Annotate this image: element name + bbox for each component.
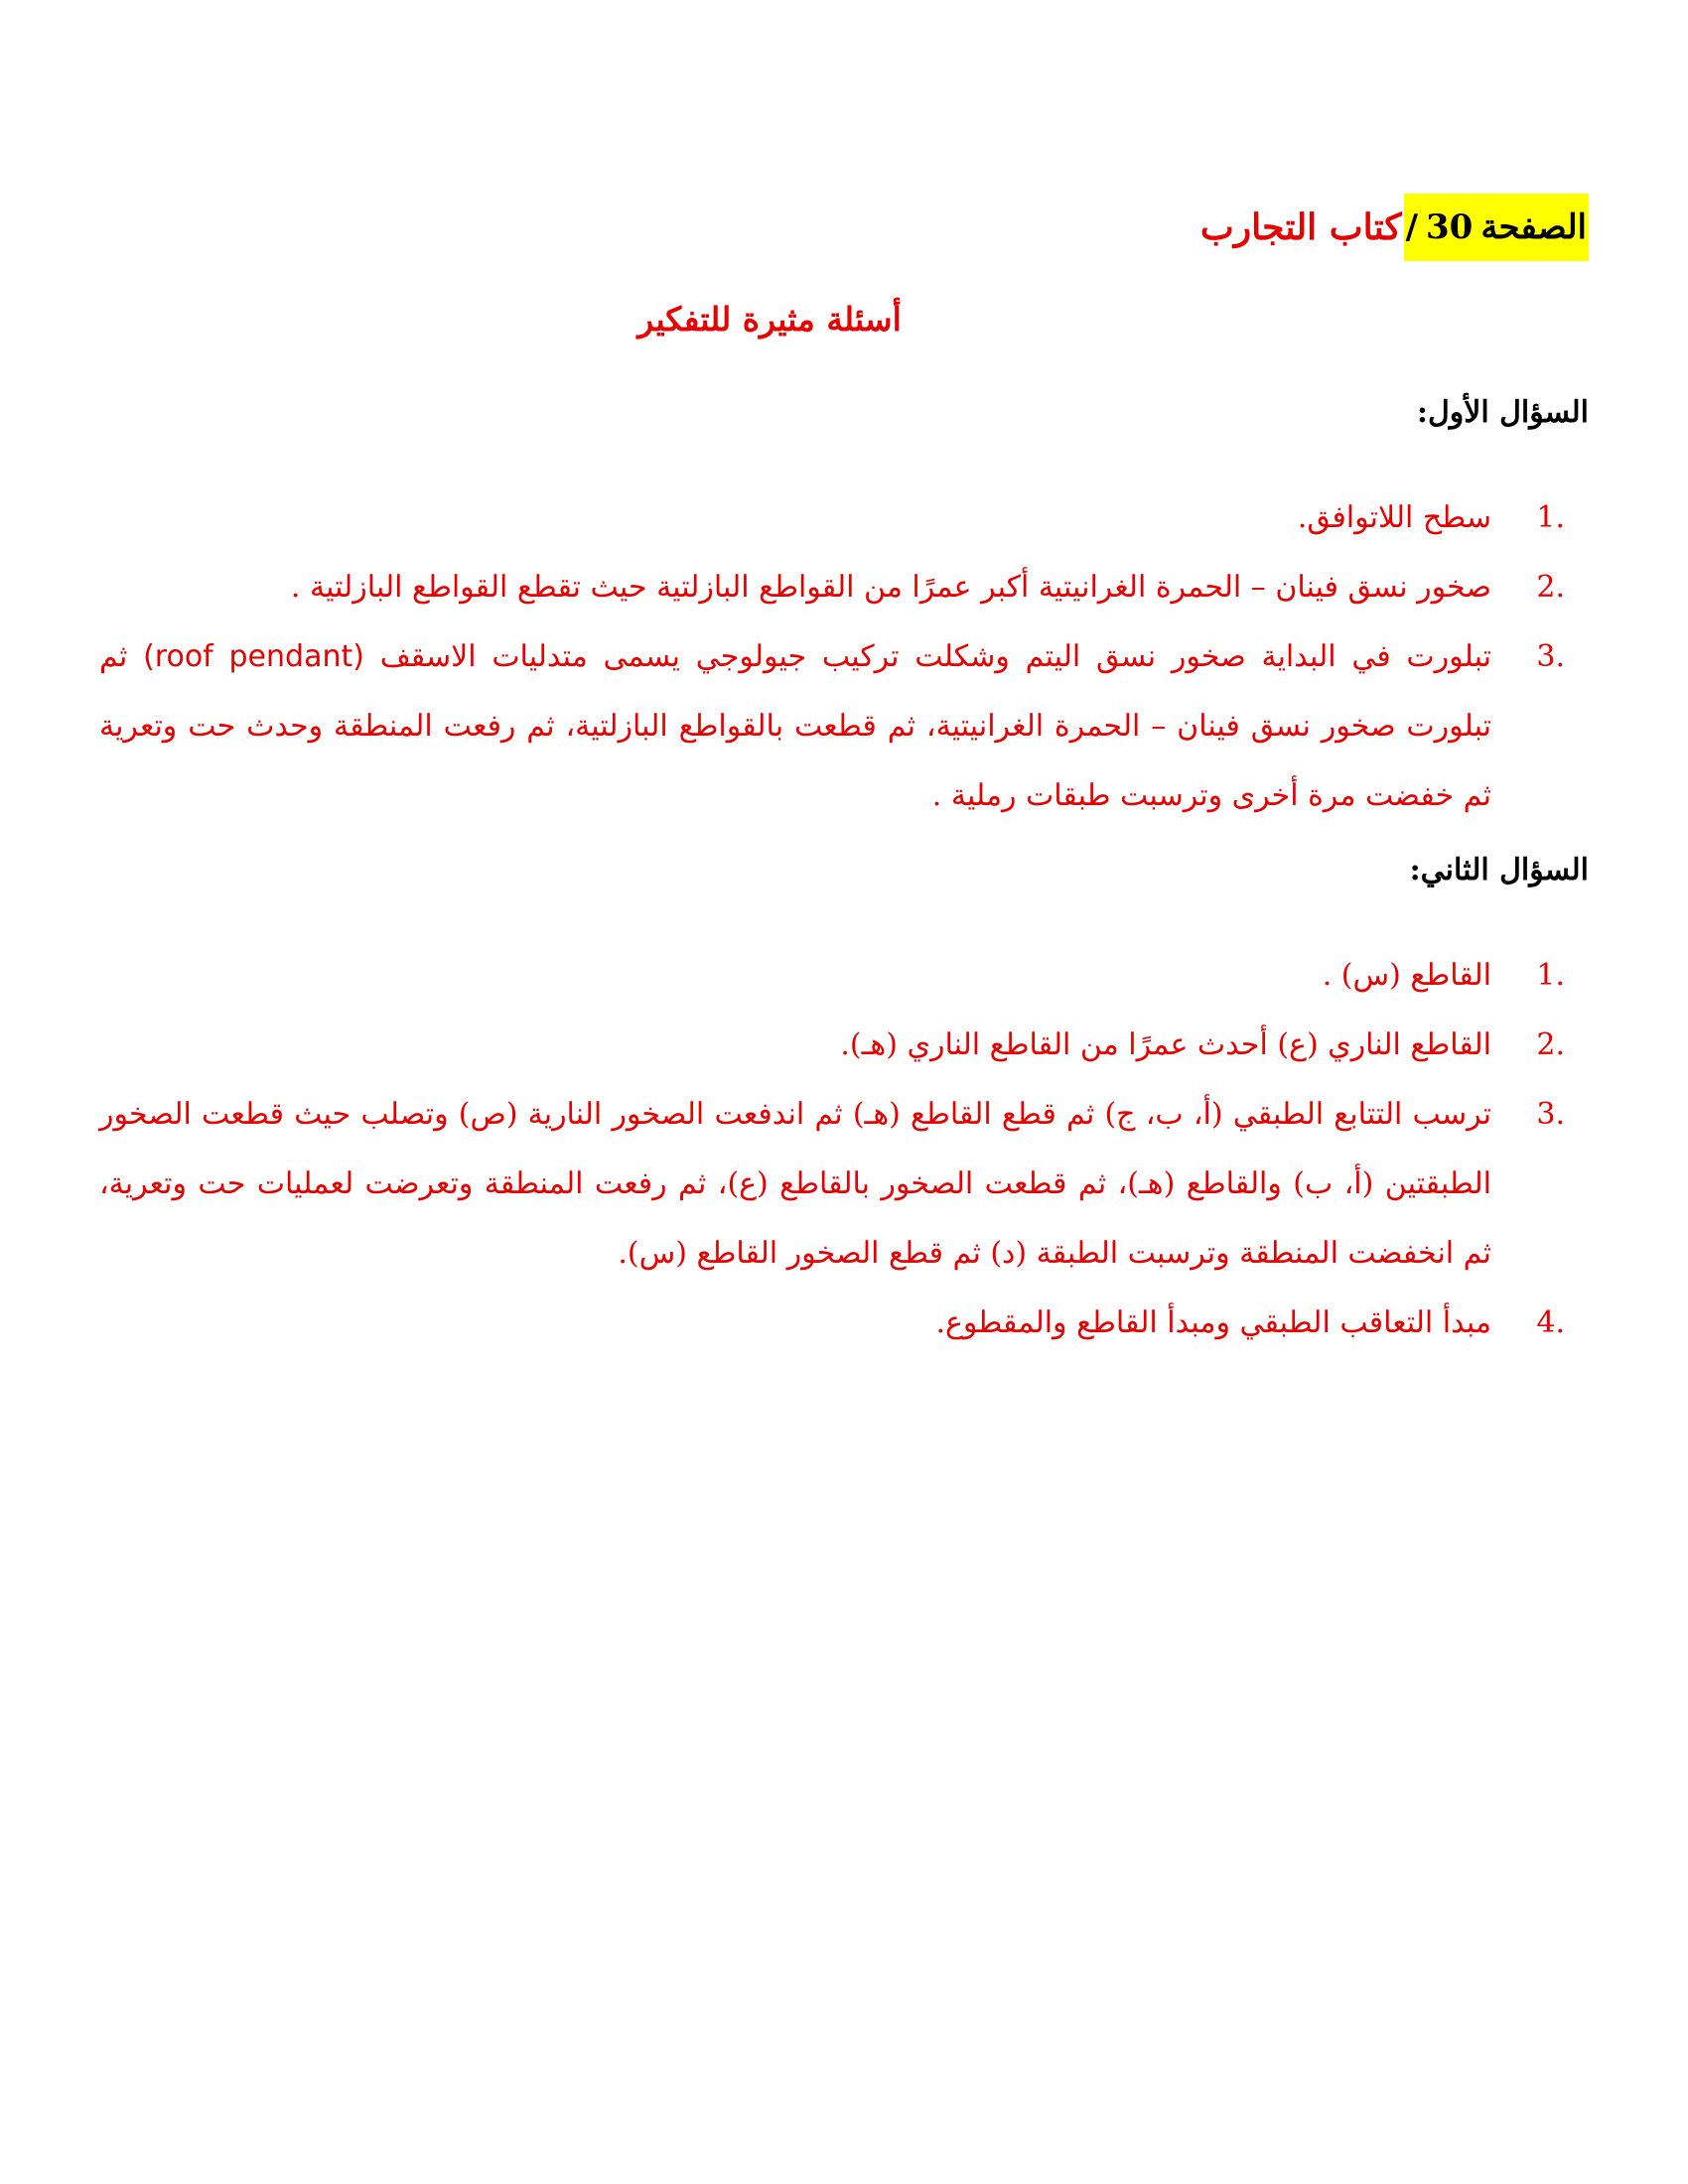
item-number: 4. bbox=[1536, 1305, 1565, 1340]
document-page bbox=[99, 0, 1589, 2184]
header-separator: / bbox=[1405, 207, 1418, 247]
item-number: 3. bbox=[1536, 639, 1565, 674]
question-2-answers bbox=[99, 941, 1589, 1358]
section-subtitle: أسئلة مثيرة للتفكير bbox=[637, 300, 902, 339]
item-number: 2. bbox=[1536, 570, 1565, 605]
answer-text-before: تبلورت في البداية صخور نسق اليتم وشكلت تركيب جيولوجي يسمى متدليات الاسقف bbox=[363, 639, 1491, 674]
list-item bbox=[99, 483, 1589, 553]
list-item bbox=[99, 1080, 1589, 1289]
item-number: 3. bbox=[1536, 1097, 1565, 1132]
item-number: 1. bbox=[1536, 500, 1565, 535]
answer-text: صخور نسق فينان – الحمرة الغرانيتية أكبر عمرًا من القواطع البازلتية حيث تقطع القواطع البازلتية . bbox=[290, 570, 1491, 605]
page-label: الصفحة bbox=[1480, 207, 1587, 247]
question-1-answers bbox=[99, 483, 1589, 831]
list-item bbox=[99, 941, 1589, 1011]
item-number: 1. bbox=[1536, 958, 1565, 993]
answer-text: ترسب التتابع الطبقي (أ، ب، ج) ثم قطع القاطع (هـ) ثم اندفعت الصخور النارية (ص) وتصلب حيث قطعت الصخور الطبقتين (أ، ب) والقاطع (هـ)، ثم قطعت الصخور بالقاطع (ع)، ثم رفعت المنطقة وتعرضت لعمليات حت وتعرية، ثم انخفضت المنطقة وترسبت الطبقة (د) ثم قطع الصخور القاطع (س). bbox=[99, 1097, 1491, 1271]
answer-english-term: (roof pendant) bbox=[143, 639, 364, 674]
page-header bbox=[1200, 194, 1589, 261]
list-item bbox=[99, 1289, 1589, 1358]
page-number: 30 bbox=[1426, 207, 1474, 247]
answer-text: سطح اللاتوافق. bbox=[1297, 500, 1491, 535]
question-1-heading: السؤال الأول: bbox=[1416, 395, 1589, 430]
list-item bbox=[99, 553, 1589, 622]
item-number: 2. bbox=[1536, 1027, 1565, 1062]
list-item bbox=[99, 1011, 1589, 1080]
answer-text: القاطع الناري (ع) أحدث عمرًا من القاطع الناري (هـ). bbox=[840, 1027, 1491, 1062]
page-reference-highlight bbox=[1404, 194, 1589, 261]
book-title: كتاب التجارب bbox=[1199, 206, 1402, 248]
answer-text: مبدأ التعاقب الطبقي ومبدأ القاطع والمقطوع. bbox=[935, 1305, 1491, 1340]
answer-text-after: ثم تبلورت صخور نسق فينان – الحمرة الغرانيتية، ثم قطعت بالقواطع البازلتية، ثم رفعت المنطقة وحدث حت وتعرية ثم خفضت مرة أخرى وترسبت طبقات رملية . bbox=[99, 639, 1491, 813]
answer-text: القاطع (س) . bbox=[1322, 958, 1491, 993]
list-item bbox=[99, 622, 1589, 831]
question-2-heading: السؤال الثاني: bbox=[1409, 853, 1589, 887]
